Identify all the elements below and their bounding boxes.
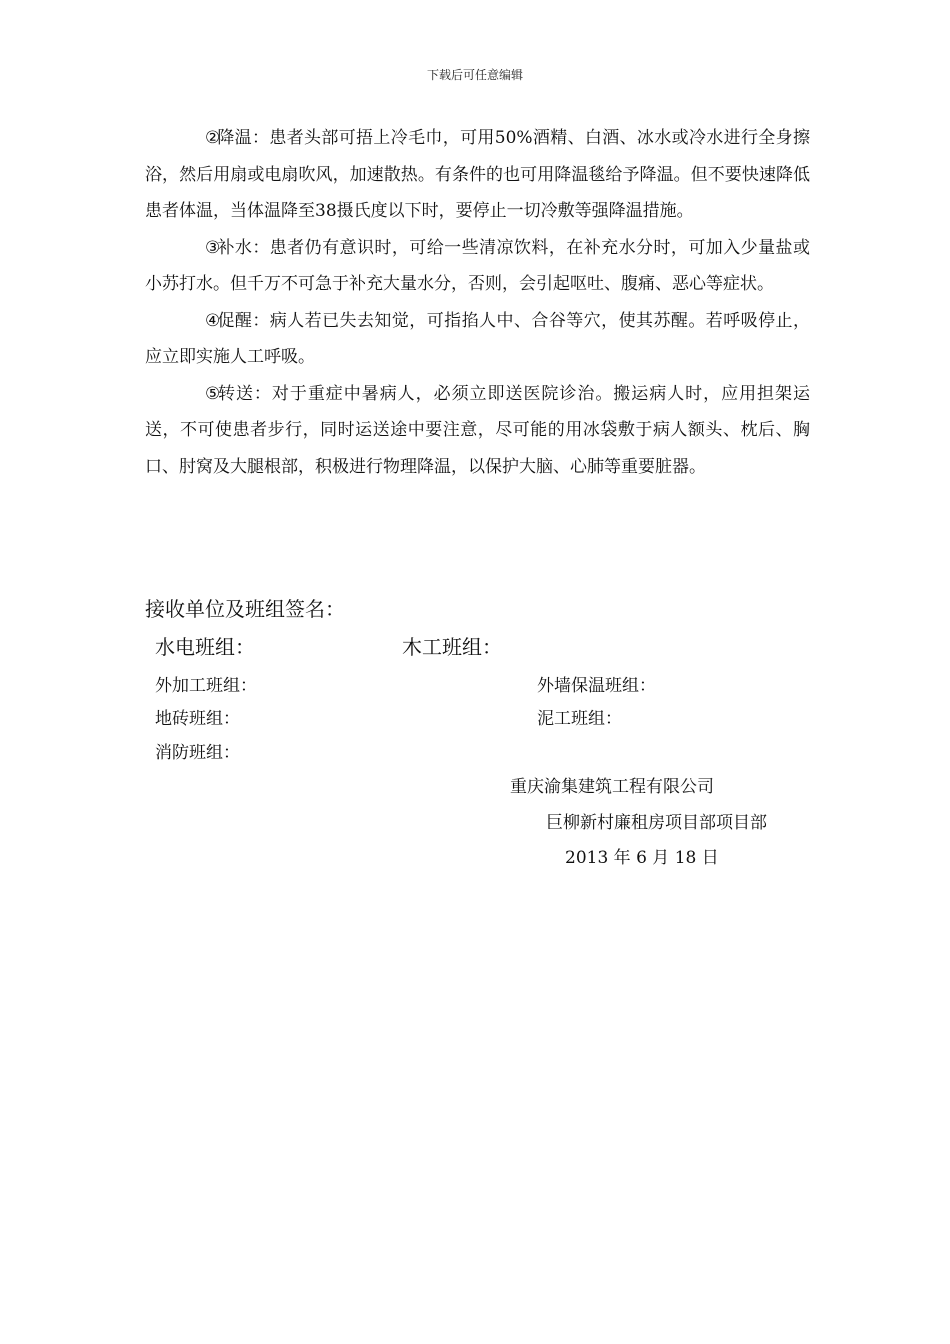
- measure-number: ④: [205, 310, 221, 331]
- measure-number: ⑤: [205, 383, 221, 404]
- measure-number: ③: [205, 237, 221, 258]
- signature-heading: 接收单位及班组签名：: [145, 597, 345, 621]
- measure-text: 转送：对于重症中暑病人，必须立即送医院诊治。搬运病人时，应用担架运送，不可使患者步行，同时运送途中要注意，尽可能的用冰袋敷于病人额头、枕后、胸口、肘窝及大腿根部，积极进行物理降温，以保护大脑、心肺等重要脏器。: [145, 383, 810, 477]
- team-insulation-label: 外墙保温班组：: [537, 676, 656, 696]
- measure-number: ②: [205, 128, 221, 148]
- team-floor-tile-label: 地砖班组：: [155, 709, 240, 729]
- measure-paragraph: [145, 376, 810, 486]
- measure-paragraph: [145, 230, 810, 303]
- measure-text: 降温：患者头部可捂上冷毛巾，可用50%酒精、白酒、冰水或冷水进行全身擦浴，然后用扇或电扇吹风，加速散热。有条件的也可用降温毯给予降温。但不要快速降低患者体温，当体温降至38摄氏度以下时，要停止一切冷敷等强降温措施。: [145, 128, 810, 221]
- page-header-note: 下载后可任意编辑: [426, 68, 523, 82]
- measures-section: [145, 120, 810, 485]
- team-outsourcing-label: 外加工班组：: [155, 676, 257, 696]
- measure-paragraph: [145, 303, 810, 376]
- measure-text: 促醒：病人若已失去知觉，可指掐人中、合谷等穴，使其苏醒。若呼吸停止，应立即实施人工呼吸。: [145, 310, 810, 367]
- document-date: 2013 年 6 月 18 日: [565, 848, 719, 868]
- team-masonry-label: 泥工班组：: [537, 709, 622, 729]
- team-carpentry-label: 木工班组：: [402, 635, 502, 659]
- team-fire-label: 消防班组：: [155, 743, 240, 763]
- measure-text: 补水：患者仍有意识时，可给一些清凉饮料，在补充水分时，可加入少量盐或小苏打水。但千万不可急于补充大量水分，否则，会引起呕吐、腹痛、恶心等症状。: [145, 237, 810, 294]
- company-name: 重庆渝集建筑工程有限公司: [510, 777, 714, 797]
- measure-paragraph: [145, 120, 810, 230]
- project-name: 巨柳新村廉租房项目部项目部: [546, 813, 767, 833]
- team-water-electric-label: 水电班组：: [155, 635, 255, 659]
